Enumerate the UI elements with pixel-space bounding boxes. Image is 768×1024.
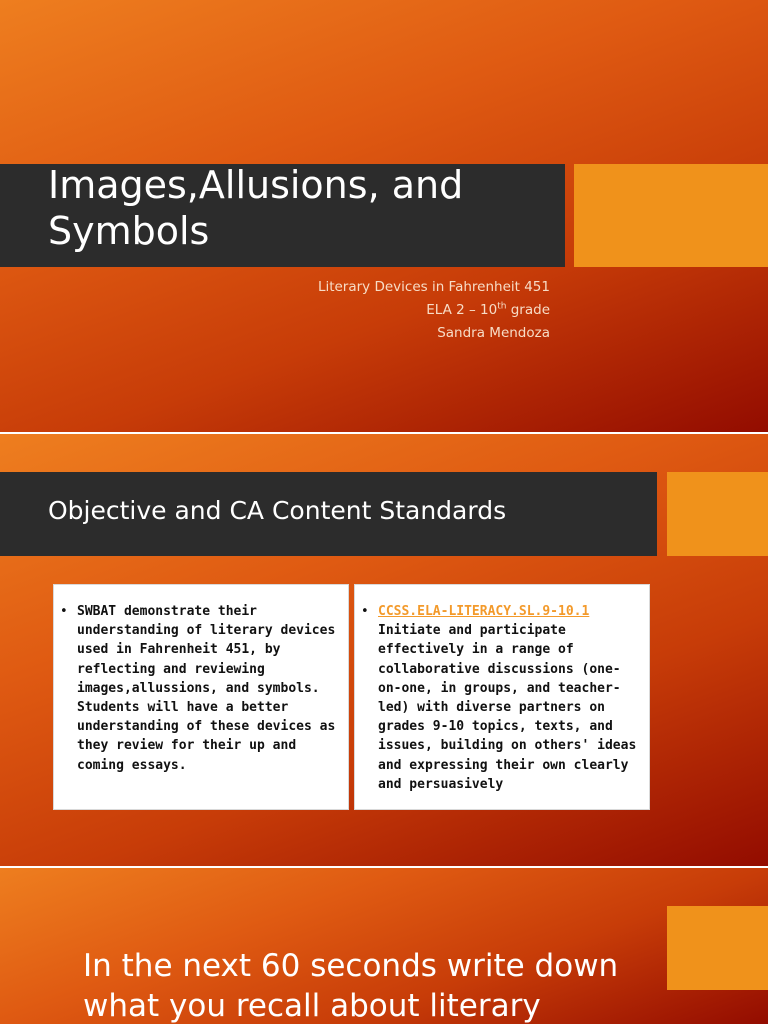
list-item	[361, 602, 639, 794]
slide-title	[48, 162, 548, 254]
slide-body-text: In the next 60 seconds write down what you recall about literary	[83, 948, 619, 1024]
accent-block	[574, 164, 768, 267]
accent-block	[667, 472, 768, 556]
objective-list	[58, 602, 338, 775]
subtitle-author: Sandra Mendoza	[437, 325, 550, 341]
subtitle-grade-prefix: ELA 2 – 10	[426, 302, 498, 318]
bullet-icon: •	[60, 604, 68, 619]
activity-slide	[0, 868, 768, 1024]
title-slide	[0, 0, 768, 432]
standard-text: Initiate and participate effectively in a range of collaborative discussions (one-on-one, in groups, and teacher-led) with diverse partners on grades 9-10 topics, texts, and issues, building on others' ideas and expressing their own clearly and persuasively	[378, 623, 637, 792]
objective-box	[53, 584, 349, 810]
list-item	[60, 602, 338, 775]
slide-title-line-2: Symbols	[48, 209, 210, 253]
subtitle-course: Literary Devices in Fahrenheit 451	[317, 279, 550, 295]
standards-list	[359, 602, 639, 794]
objective-text: SWBAT demonstrate their understanding of literary devices used in Fahrenheit 451, by reflecting and reviewing images,allussions, and symbols. Students will have a better understanding of these devices as they review for their up and coming essays.	[77, 604, 336, 773]
subtitle-grade	[318, 299, 550, 322]
standards-box	[354, 584, 650, 810]
slide-title-line-1: Images,Allusions, and	[48, 163, 464, 207]
standard-link[interactable]: CCSS.ELA-LITERACY.SL.9-10.1	[378, 604, 590, 619]
subtitle-grade-ordinal: th	[497, 301, 507, 312]
bullet-icon: •	[361, 604, 369, 619]
objective-slide	[0, 434, 768, 866]
slide-title: Objective and CA Content Standards	[48, 496, 507, 525]
slide-subtitle	[318, 276, 550, 345]
subtitle-grade-suffix: grade	[506, 302, 550, 318]
